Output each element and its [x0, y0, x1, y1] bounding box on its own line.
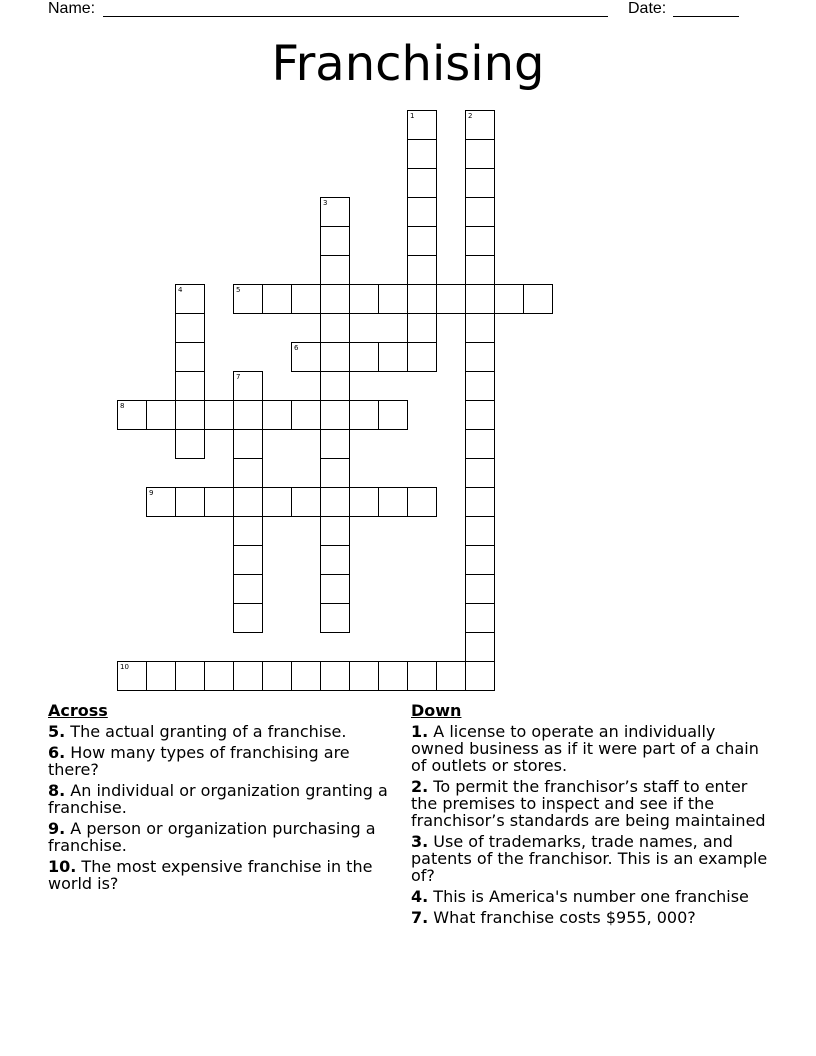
- crossword-cell[interactable]: [233, 545, 263, 575]
- down-clues: [411, 702, 771, 930]
- clue-number: 3.: [411, 832, 429, 851]
- crossword-cell[interactable]: [233, 516, 263, 546]
- crossword-cell[interactable]: [262, 487, 292, 517]
- crossword-cell[interactable]: [175, 661, 205, 691]
- clue-number: 5.: [48, 722, 66, 741]
- crossword-cell[interactable]: [465, 574, 495, 604]
- clue-text: Use of trademarks, trade names, and patents of the franchisor. This is an example of?: [411, 832, 768, 885]
- crossword-cell[interactable]: [378, 284, 408, 314]
- crossword-cell[interactable]: [349, 400, 379, 430]
- crossword-cell[interactable]: [233, 284, 263, 314]
- crossword-cell[interactable]: [465, 168, 495, 198]
- crossword-cell[interactable]: [175, 371, 205, 401]
- crossword-cell[interactable]: [320, 545, 350, 575]
- crossword-cell[interactable]: [465, 371, 495, 401]
- cell-number: 2: [468, 112, 473, 120]
- clue-number: 2.: [411, 777, 429, 796]
- crossword-cell[interactable]: [465, 661, 495, 691]
- date-field-line[interactable]: [673, 0, 739, 17]
- clue-text: A license to operate an individually owned business as if it were part of a chain of outlets or stores.: [411, 722, 759, 775]
- date-label: Date:: [628, 0, 667, 17]
- crossword-cell[interactable]: [233, 603, 263, 633]
- crossword-cell[interactable]: [407, 342, 437, 372]
- crossword-cell[interactable]: [407, 226, 437, 256]
- crossword-cell[interactable]: [378, 487, 408, 517]
- crossword-cell[interactable]: [465, 139, 495, 169]
- crossword-cell[interactable]: [465, 313, 495, 343]
- clue-item: [48, 782, 398, 816]
- crossword-cell[interactable]: [465, 226, 495, 256]
- crossword-cell[interactable]: [204, 400, 234, 430]
- crossword-cell[interactable]: [465, 545, 495, 575]
- crossword-cell[interactable]: [349, 487, 379, 517]
- down-heading: Down: [411, 701, 462, 720]
- crossword-cell[interactable]: [204, 487, 234, 517]
- crossword-cell[interactable]: [204, 661, 234, 691]
- crossword-cell[interactable]: [465, 429, 495, 459]
- crossword-cell[interactable]: [175, 429, 205, 459]
- crossword-cell[interactable]: [320, 284, 350, 314]
- clue-item: [411, 888, 771, 905]
- crossword-cell[interactable]: [320, 197, 350, 227]
- crossword-cell[interactable]: [465, 458, 495, 488]
- crossword-cell[interactable]: [378, 342, 408, 372]
- clue-number: 6.: [48, 743, 66, 762]
- clue-text: The most expensive franchise in the world is?: [48, 857, 373, 893]
- crossword-cell[interactable]: [320, 661, 350, 691]
- crossword-cell[interactable]: [378, 400, 408, 430]
- crossword-cell[interactable]: [320, 458, 350, 488]
- crossword-cell[interactable]: [291, 342, 321, 372]
- crossword-cell[interactable]: [320, 400, 350, 430]
- crossword-cell[interactable]: [233, 661, 263, 691]
- crossword-cell[interactable]: [175, 487, 205, 517]
- crossword-cell[interactable]: [175, 313, 205, 343]
- crossword-cell[interactable]: [291, 661, 321, 691]
- page-title: Franchising: [271, 36, 545, 92]
- crossword-cell[interactable]: [465, 255, 495, 285]
- clue-item: [48, 820, 398, 854]
- crossword-cell[interactable]: [407, 110, 437, 140]
- crossword-cell[interactable]: [465, 487, 495, 517]
- crossword-cell[interactable]: [407, 139, 437, 169]
- cell-number: 6: [294, 344, 299, 352]
- crossword-cell[interactable]: [407, 487, 437, 517]
- crossword-cell[interactable]: [320, 226, 350, 256]
- crossword-cell[interactable]: [320, 255, 350, 285]
- crossword-cell[interactable]: [320, 516, 350, 546]
- crossword-cell[interactable]: [494, 284, 524, 314]
- clue-item: [48, 744, 398, 778]
- crossword-cell[interactable]: [407, 255, 437, 285]
- clue-number: 4.: [411, 887, 429, 906]
- crossword-cell[interactable]: [436, 284, 466, 314]
- crossword-cell[interactable]: [349, 284, 379, 314]
- crossword-cell[interactable]: [117, 400, 147, 430]
- crossword-cell[interactable]: [465, 197, 495, 227]
- crossword-cell[interactable]: [407, 197, 437, 227]
- clue-text: To permit the franchisor’s staff to enter the premises to inspect and see if the franchisor’s standards are being maintained: [411, 777, 766, 830]
- cell-number: 4: [178, 286, 183, 294]
- crossword-cell[interactable]: [436, 661, 466, 691]
- clue-number: 7.: [411, 908, 429, 927]
- crossword-cell[interactable]: [465, 516, 495, 546]
- clue-item: [48, 723, 398, 740]
- clue-text: A person or organization purchasing a franchise.: [48, 819, 376, 855]
- crossword-cell[interactable]: [291, 400, 321, 430]
- clue-item: [48, 858, 398, 892]
- crossword-cell[interactable]: [233, 400, 263, 430]
- crossword-cell[interactable]: [117, 661, 147, 691]
- crossword-cell[interactable]: [407, 313, 437, 343]
- crossword-cell[interactable]: [175, 284, 205, 314]
- crossword-cell[interactable]: [465, 342, 495, 372]
- crossword-cell[interactable]: [465, 603, 495, 633]
- cell-number: 1: [410, 112, 415, 120]
- crossword-cell[interactable]: [320, 487, 350, 517]
- crossword-cell[interactable]: [465, 284, 495, 314]
- crossword-cell[interactable]: [320, 603, 350, 633]
- crossword-cell[interactable]: [233, 574, 263, 604]
- crossword-cell[interactable]: [349, 342, 379, 372]
- crossword-cell[interactable]: [262, 400, 292, 430]
- crossword-cell[interactable]: [233, 429, 263, 459]
- crossword-cell[interactable]: [175, 342, 205, 372]
- crossword-cell[interactable]: [320, 342, 350, 372]
- crossword-cell[interactable]: [320, 574, 350, 604]
- crossword-cell[interactable]: [262, 284, 292, 314]
- crossword-cell[interactable]: [233, 487, 263, 517]
- crossword-cell[interactable]: [320, 429, 350, 459]
- crossword-cell[interactable]: [291, 487, 321, 517]
- clue-text: This is America's number one franchise: [428, 887, 749, 906]
- cell-number: 7: [236, 373, 241, 381]
- name-field-line[interactable]: [103, 0, 608, 17]
- name-label: Name:: [48, 0, 96, 17]
- crossword-cell[interactable]: [233, 371, 263, 401]
- clue-item: [411, 833, 771, 884]
- crossword-cell[interactable]: [146, 487, 176, 517]
- crossword-cell[interactable]: [407, 168, 437, 198]
- crossword-cell[interactable]: [262, 661, 292, 691]
- clue-text: How many types of franchising are there?: [48, 743, 350, 779]
- cell-number: 9: [149, 489, 154, 497]
- clue-item: [411, 909, 771, 926]
- cell-number: 10: [120, 663, 129, 671]
- clue-number: 1.: [411, 722, 429, 741]
- cell-number: 3: [323, 199, 328, 207]
- crossword-cell[interactable]: [291, 284, 321, 314]
- across-clues: [48, 702, 398, 896]
- crossword-cell[interactable]: [320, 313, 350, 343]
- crossword-cell[interactable]: [146, 400, 176, 430]
- crossword-cell[interactable]: [349, 661, 379, 691]
- clue-text: What franchise costs $955, 000?: [428, 908, 696, 927]
- cell-number: 8: [120, 402, 125, 410]
- clue-number: 10.: [48, 857, 77, 876]
- clue-text: An individual or organization granting a franchise.: [48, 781, 388, 817]
- clue-item: [411, 778, 771, 829]
- clue-number: 9.: [48, 819, 66, 838]
- crossword-cell[interactable]: [233, 458, 263, 488]
- cell-number: 5: [236, 286, 241, 294]
- crossword-cell[interactable]: [378, 661, 408, 691]
- crossword-cell[interactable]: [175, 400, 205, 430]
- across-heading: Across: [48, 701, 108, 720]
- crossword-cell[interactable]: [465, 110, 495, 140]
- crossword-cell[interactable]: [320, 371, 350, 401]
- clue-number: 8.: [48, 781, 66, 800]
- crossword-cell[interactable]: [523, 284, 553, 314]
- header-row: [48, 0, 748, 20]
- clue-text: The actual granting of a franchise.: [65, 722, 347, 741]
- crossword-cell[interactable]: [146, 661, 176, 691]
- crossword-cell[interactable]: [465, 632, 495, 662]
- clue-item: [411, 723, 771, 774]
- crossword-cell[interactable]: [465, 400, 495, 430]
- crossword-cell[interactable]: [407, 661, 437, 691]
- crossword-cell[interactable]: [407, 284, 437, 314]
